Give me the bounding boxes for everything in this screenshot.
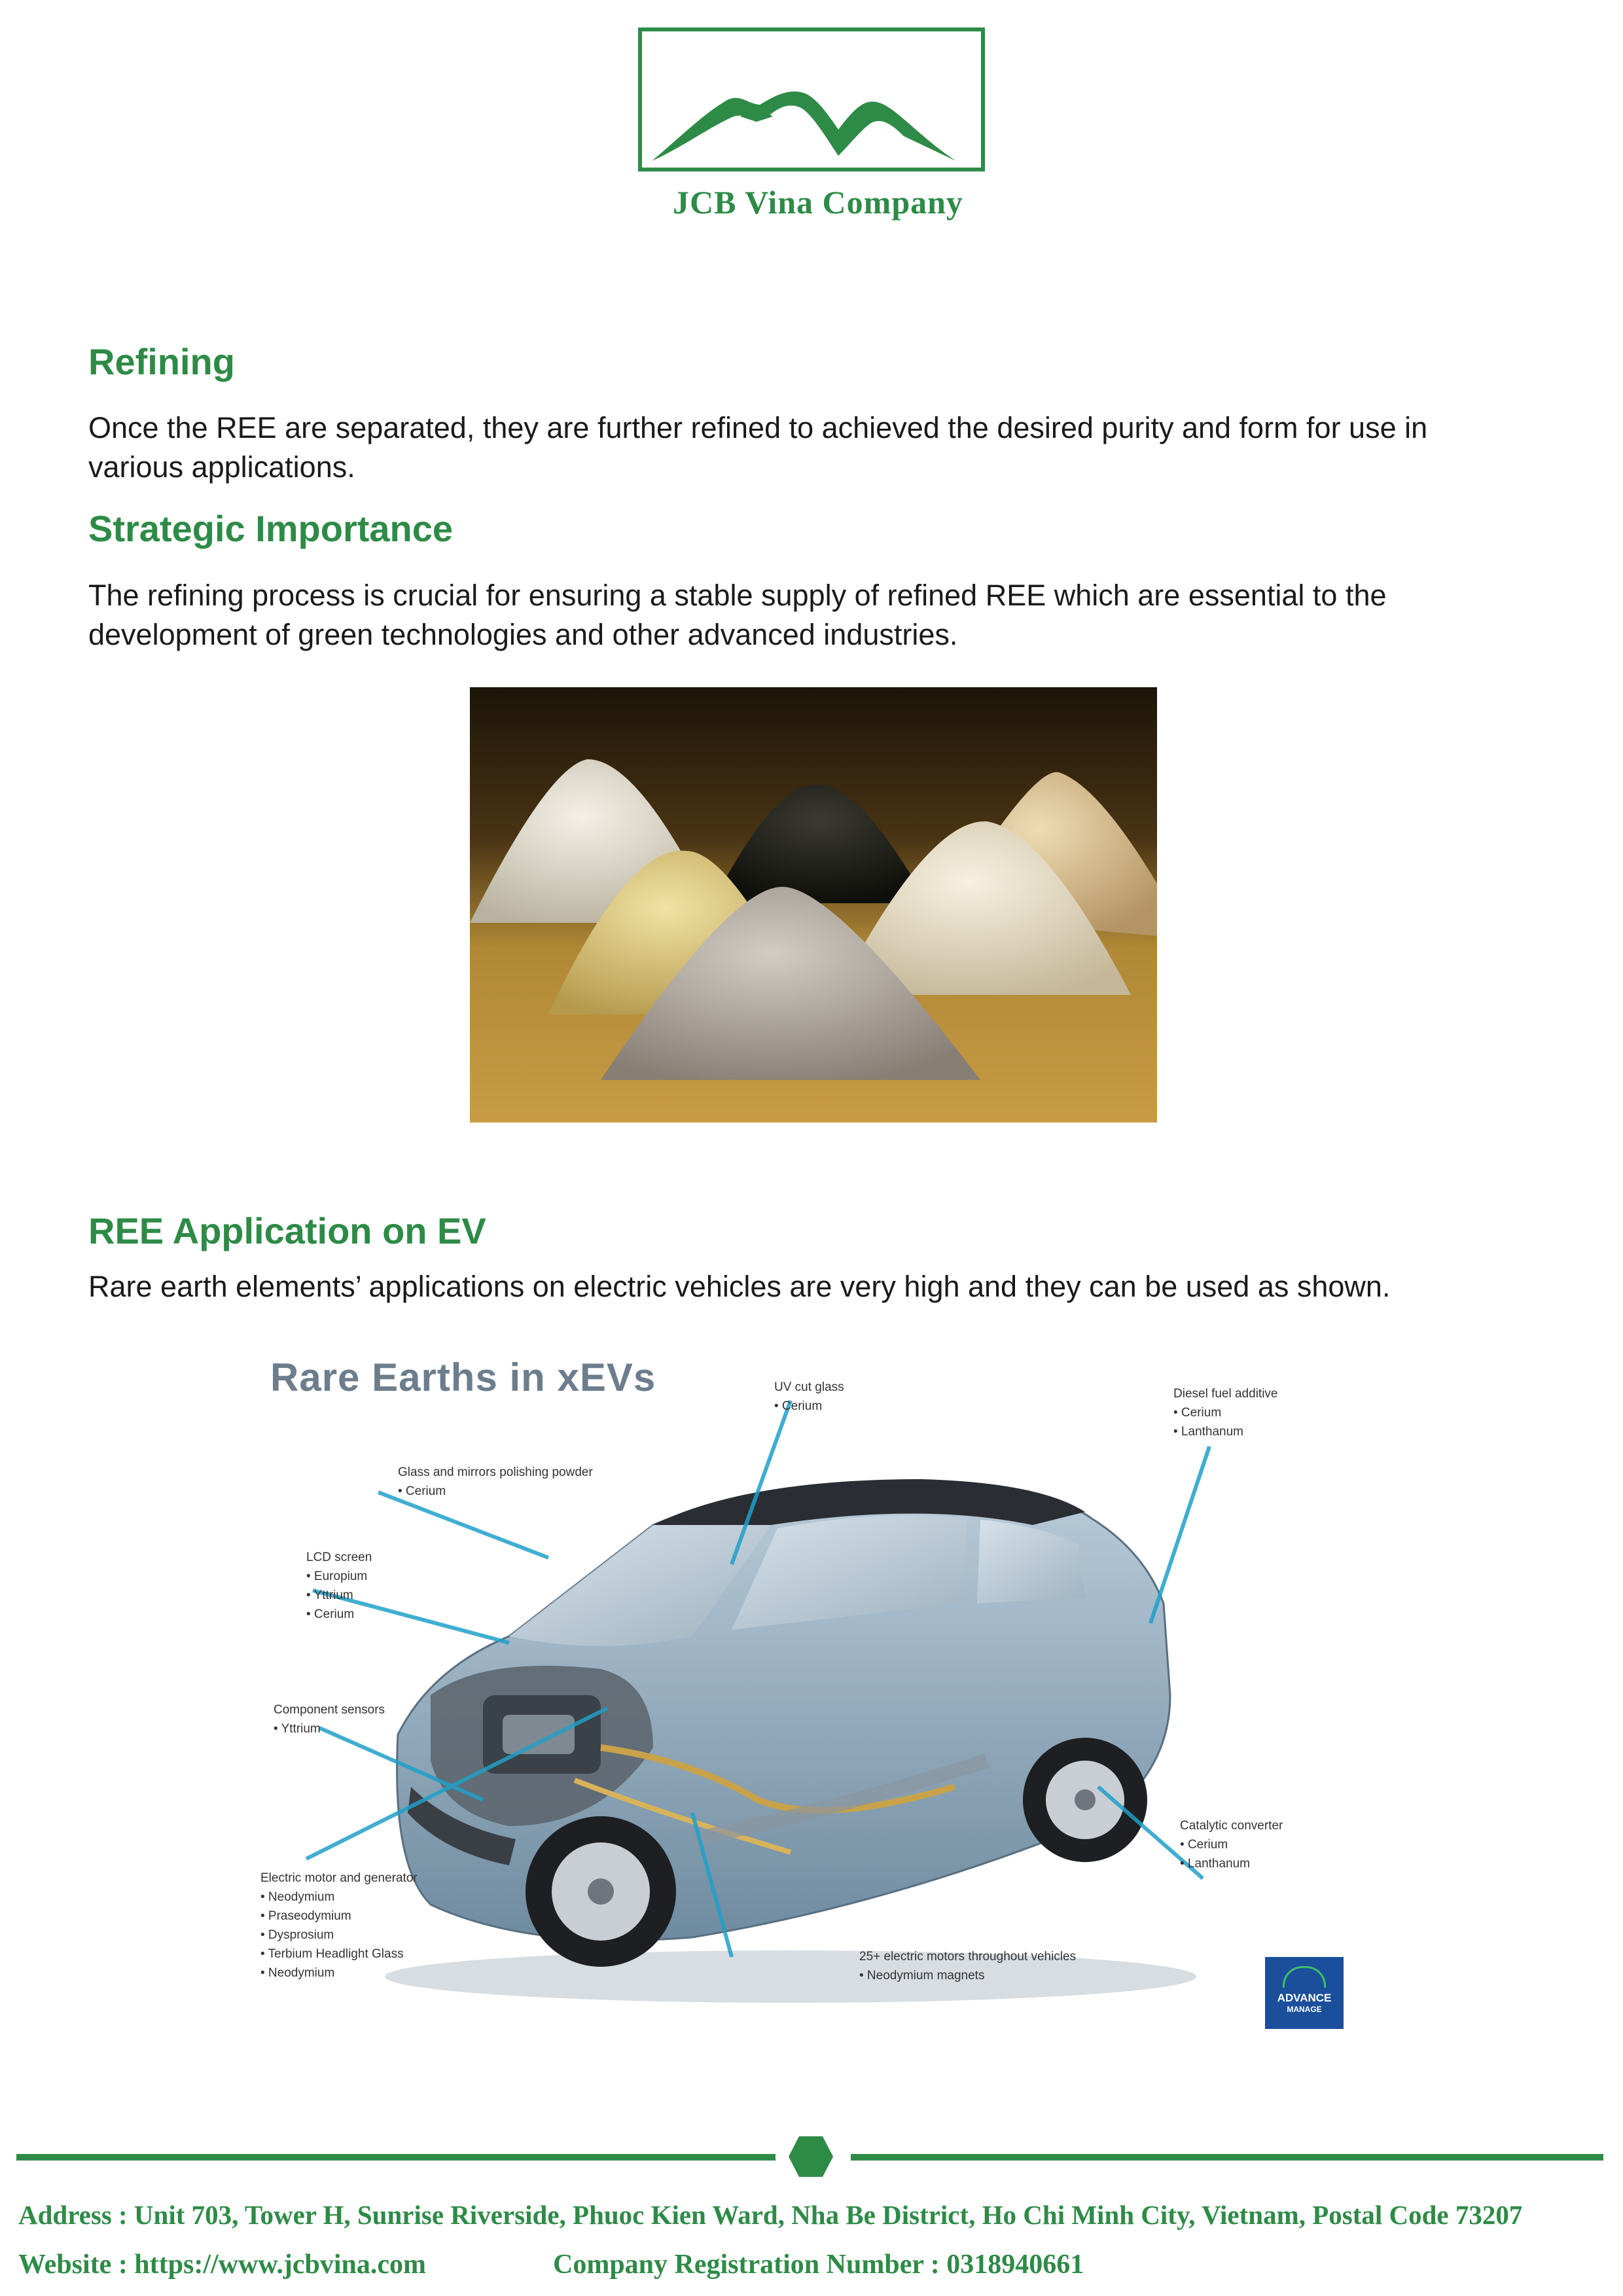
footer-divider-left [16,2154,776,2161]
footer-registration: Company Registration Number : 0318940661 [553,2250,1084,2280]
callout-item: • Cerium [774,1399,823,1413]
callout-item: • Terbium Headlight Glass [260,1947,404,1961]
callout-title: Catalytic converter [1180,1819,1283,1833]
callout-item: • Cerium [306,1607,355,1621]
hexagon-icon [787,2135,834,2178]
callout-item: • Lanthanum [1180,1857,1251,1871]
callout-component-sensors [274,1700,385,1738]
callout-item: • Yttrium [274,1722,321,1736]
callout-item: • Cerium [398,1484,446,1498]
callout-title: Component sensors [274,1703,385,1717]
badge-text: MANAGE [1287,2005,1322,2014]
advance-badge-logo [1265,1957,1344,2029]
callout-uv-glass [774,1378,844,1416]
callout-title: LCD screen [306,1551,372,1564]
callout-item: • Neodymium [260,1890,335,1904]
footer-address: Address : Unit 703, Tower H, Sunrise Riverside, Phuoc Kien Ward, Nha Be District, Ho Chi Minh City, Vietnam, Postal Code 73207 [18,2200,1523,2230]
mountain-logo-icon [642,31,981,168]
callout-electric-motor [260,1869,418,1982]
callout-glass-mirrors [398,1463,593,1501]
strategic-body: The refining process is crucial for ensuring a stable supply of refined REE which are essential to the development of green technologies and other advanced industries. [88,579,1387,651]
footer-website[interactable]: Website : https://www.jcbvina.com [18,2250,426,2280]
callout-diesel-additive [1173,1384,1277,1441]
company-logo [638,27,985,171]
callout-title: UV cut glass [774,1380,844,1394]
ev-body: Rare earth elements’ applications on electric vehicles are very high and they can be used as shown. [88,1270,1391,1303]
callout-title: 25+ electric motors throughout vehicles [859,1950,1077,1964]
company-name: JCB Vina Company [673,184,963,221]
footer-divider-right [851,2154,1603,2161]
callout-item: • Neodymium magnets [859,1969,985,1982]
refining-heading: Refining [88,341,235,382]
ree-powders-photo [470,687,1157,1122]
callout-item: • Lanthanum [1173,1425,1244,1439]
callout-item: • Cerium [1173,1406,1222,1420]
badge-arc-icon [1283,1966,1326,1988]
ev-figure-title: Rare Earths in xEVs [270,1355,656,1399]
callout-item: • Europium [306,1570,368,1583]
callout-item: • Yttrium [306,1588,353,1602]
strategic-heading: Strategic Importance [88,508,454,549]
badge-text: ADVANCE [1277,1992,1332,2004]
callout-item: • Praseodymium [260,1909,351,1923]
callout-item: • Cerium [1180,1838,1228,1852]
callout-title: Glass and mirrors polishing powder [398,1465,593,1479]
callout-electric-motors [859,1947,1076,1985]
callout-lcd-screen [306,1548,372,1624]
callout-item: • Dysprosium [260,1928,334,1942]
callout-item: • Neodymium [260,1966,335,1980]
ev-rare-earth-figure [234,1329,1347,2036]
callout-title: Diesel fuel additive [1173,1387,1278,1401]
callout-catalytic-converter [1180,1816,1283,1873]
callout-title: Electric motor and generator [260,1871,418,1885]
refining-body: Once the REE are separated, they are further refined to achieved the desired purity and form for use in various applications. [88,411,1428,484]
ev-heading: REE Application on EV [88,1210,486,1251]
